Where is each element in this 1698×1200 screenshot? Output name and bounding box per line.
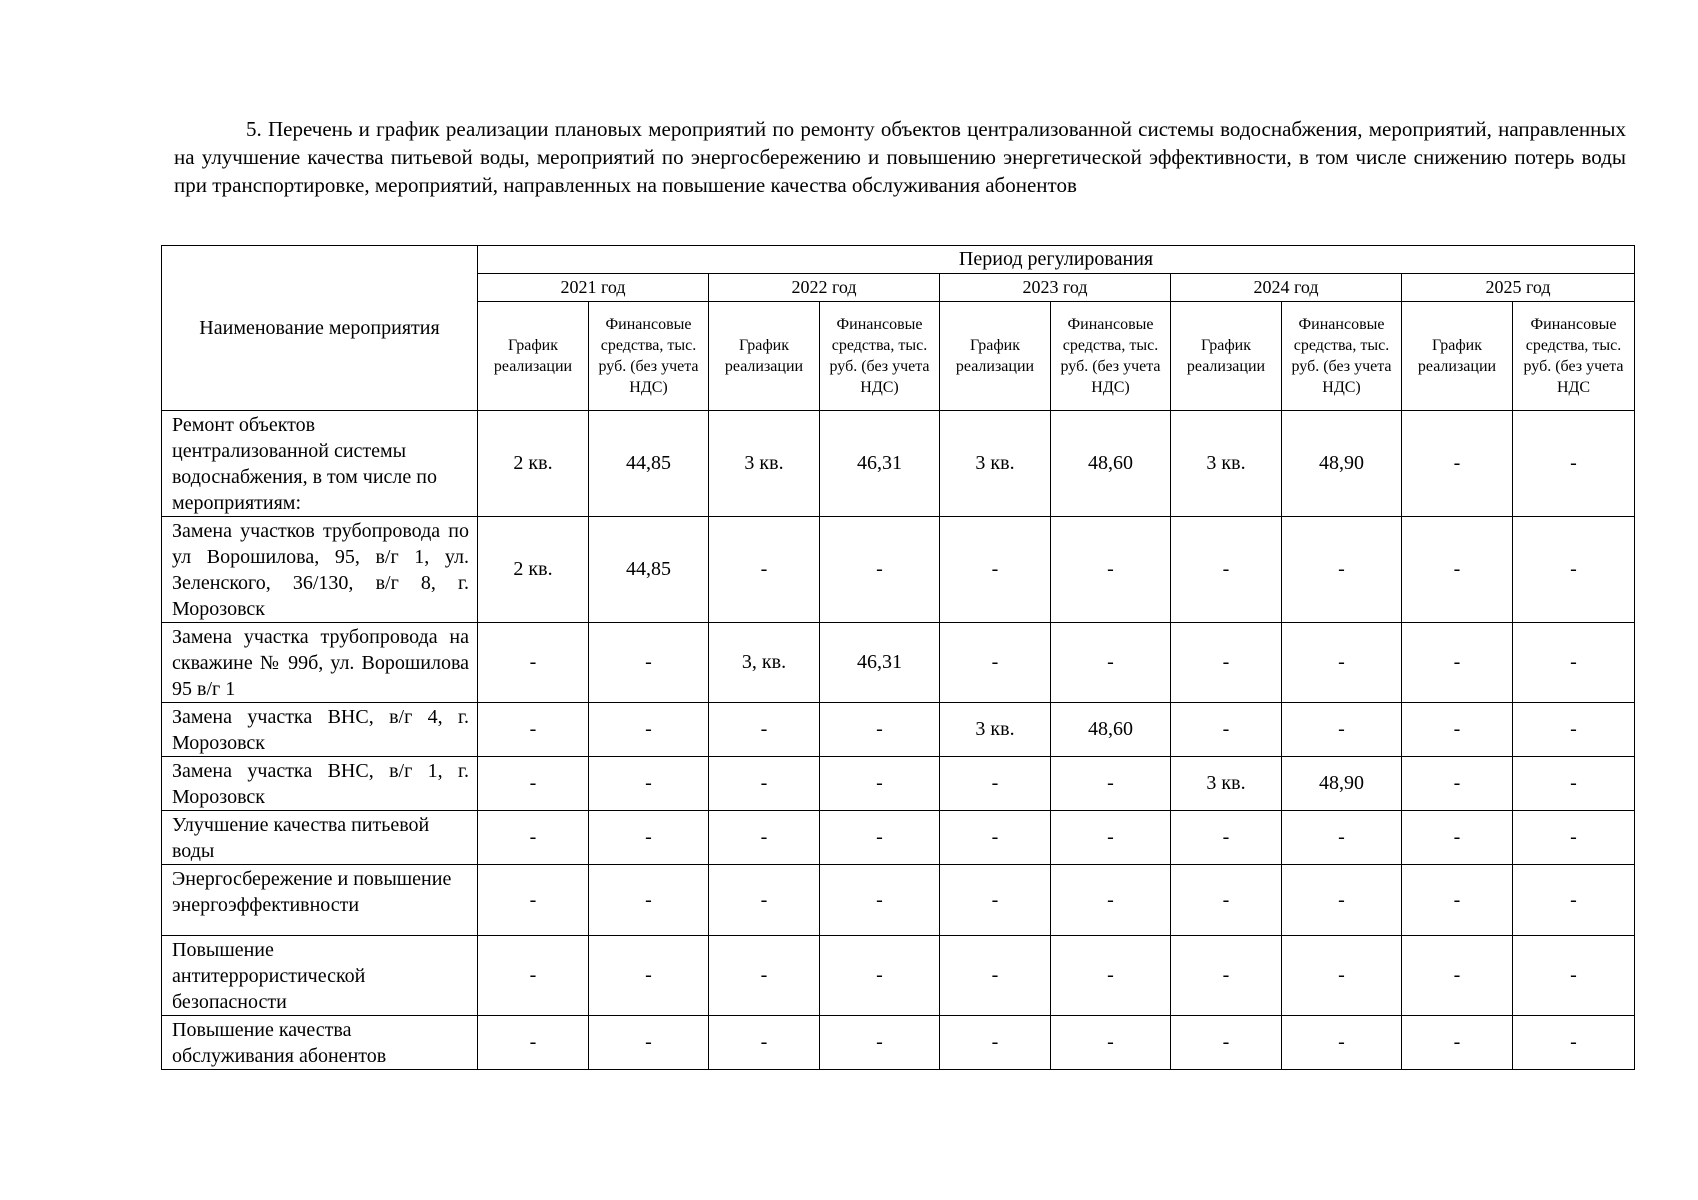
finance-value: - (820, 865, 940, 936)
year-header: 2023 год (940, 274, 1171, 302)
schedule-value: - (478, 703, 589, 757)
schedule-value: - (1402, 703, 1513, 757)
finance-value: - (820, 936, 940, 1016)
schedule-value: - (1171, 517, 1282, 623)
activities-table (161, 245, 1635, 1070)
finance-value: - (589, 757, 709, 811)
finance-subheader: Финансовые средства, тыс. руб. (без учета НДС) (589, 302, 709, 411)
activity-name: Замена участков трубопровода по ул Ворошилова, 95, в/г 1, ул. Зеленского, 36/130, в/г 8, г. Морозовск (162, 517, 478, 623)
schedule-value: - (1171, 703, 1282, 757)
activity-name: Замена участка ВНС, в/г 1, г. Морозовск (162, 757, 478, 811)
schedule-subheader: График реализации (709, 302, 820, 411)
finance-value: - (1513, 411, 1635, 517)
schedule-value: 2 кв. (478, 411, 589, 517)
year-header: 2022 год (709, 274, 940, 302)
finance-value: 44,85 (589, 517, 709, 623)
finance-value: - (1513, 757, 1635, 811)
schedule-value: - (1402, 411, 1513, 517)
finance-value: - (1282, 865, 1402, 936)
schedule-value: - (1402, 517, 1513, 623)
table-row (162, 703, 1635, 757)
finance-value: - (820, 757, 940, 811)
schedule-value: - (709, 757, 820, 811)
finance-value: - (1282, 517, 1402, 623)
schedule-value: - (1171, 936, 1282, 1016)
finance-value: 48,90 (1282, 757, 1402, 811)
finance-subheader: Финансовые средства, тыс. руб. (без учета НДС) (820, 302, 940, 411)
schedule-value: - (709, 1016, 820, 1070)
finance-value: - (589, 623, 709, 703)
table-row (162, 623, 1635, 703)
activity-name: Замена участка ВНС, в/г 4, г. Морозовск (162, 703, 478, 757)
schedule-value: - (1402, 1016, 1513, 1070)
finance-value: - (1051, 623, 1171, 703)
schedule-value: - (1402, 936, 1513, 1016)
finance-value: - (1051, 865, 1171, 936)
finance-value: - (1282, 703, 1402, 757)
schedule-value: - (1171, 811, 1282, 865)
activity-name: Ремонт объектов централизованной системы водоснабжения, в том числе по мероприятиям: (162, 411, 478, 517)
schedule-value: - (940, 811, 1051, 865)
schedule-value: 3 кв. (940, 411, 1051, 517)
year-header: 2021 год (478, 274, 709, 302)
activity-name: Энергосбережение и повышение энергоэффективности (162, 865, 478, 936)
schedule-value: - (1402, 811, 1513, 865)
schedule-value: - (709, 811, 820, 865)
finance-value: - (1513, 517, 1635, 623)
schedule-value: - (940, 1016, 1051, 1070)
table-row (162, 517, 1635, 623)
finance-value: - (1282, 811, 1402, 865)
schedule-value: - (1171, 623, 1282, 703)
schedule-value: - (709, 936, 820, 1016)
finance-value: - (820, 517, 940, 623)
schedule-value: - (940, 936, 1051, 1016)
finance-subheader: Финансовые средства, тыс. руб. (без учета НДС) (1051, 302, 1171, 411)
finance-value: - (1513, 703, 1635, 757)
schedule-value: - (478, 936, 589, 1016)
schedule-value: - (1402, 623, 1513, 703)
activity-name: Повышение антитеррористической безопасности (162, 936, 478, 1016)
finance-value: - (1513, 1016, 1635, 1070)
period-header: Период регулирования (478, 246, 1635, 274)
schedule-value: 3 кв. (940, 703, 1051, 757)
finance-value: - (589, 865, 709, 936)
finance-value: - (1051, 1016, 1171, 1070)
schedule-value: - (940, 517, 1051, 623)
schedule-subheader: График реализации (1171, 302, 1282, 411)
finance-value: 46,31 (820, 411, 940, 517)
schedule-value: - (940, 623, 1051, 703)
year-header: 2024 год (1171, 274, 1402, 302)
finance-value: 48,60 (1051, 411, 1171, 517)
schedule-value: - (709, 865, 820, 936)
schedule-value: 3 кв. (1171, 757, 1282, 811)
finance-value: - (1051, 811, 1171, 865)
finance-value: - (820, 1016, 940, 1070)
activity-name: Улучшение качества питьевой воды (162, 811, 478, 865)
table-row (162, 411, 1635, 517)
finance-value: - (1282, 936, 1402, 1016)
schedule-subheader: График реализации (940, 302, 1051, 411)
finance-value: - (1282, 1016, 1402, 1070)
finance-value: - (1513, 623, 1635, 703)
schedule-value: - (1171, 1016, 1282, 1070)
finance-value: - (820, 811, 940, 865)
schedule-value: - (478, 811, 589, 865)
schedule-value: - (1402, 757, 1513, 811)
schedule-value: - (940, 865, 1051, 936)
schedule-value: - (478, 623, 589, 703)
table-body (162, 411, 1635, 1070)
finance-value: - (589, 703, 709, 757)
schedule-subheader: График реализации (478, 302, 589, 411)
finance-value: 46,31 (820, 623, 940, 703)
schedule-value: 3 кв. (1171, 411, 1282, 517)
finance-value: - (1282, 623, 1402, 703)
schedule-value: - (1171, 865, 1282, 936)
finance-value: - (1513, 936, 1635, 1016)
schedule-value: - (478, 757, 589, 811)
schedule-value: 2 кв. (478, 517, 589, 623)
finance-value: 48,90 (1282, 411, 1402, 517)
schedule-value: - (709, 517, 820, 623)
section-heading: 5. Перечень и график реализации плановых мероприятий по ремонту объектов централизованной системы водоснабжения, мероприятий, направленных на улучшение качества питьевой воды, мероприятий по энергосбережению и повышению энергетической эффективности, в том числе снижению потерь воды при транспортировке, мероприятий, направленных на повышение качества обслуживания абонентов (174, 117, 1626, 197)
finance-value: - (589, 811, 709, 865)
finance-subheader: Финансовые средства, тыс. руб. (без учета НДС) (1282, 302, 1402, 411)
activity-name: Повышение качества обслуживания абонентов (162, 1016, 478, 1070)
schedule-subheader: График реализации (1402, 302, 1513, 411)
name-header: Наименование мероприятия (162, 246, 478, 411)
table-row (162, 811, 1635, 865)
finance-value: - (1513, 811, 1635, 865)
schedule-value: 3 кв. (709, 411, 820, 517)
finance-value: 48,60 (1051, 703, 1171, 757)
schedule-value: - (709, 703, 820, 757)
finance-value: - (1051, 936, 1171, 1016)
finance-value: - (589, 936, 709, 1016)
schedule-value: - (478, 1016, 589, 1070)
finance-value: - (1051, 757, 1171, 811)
table-row (162, 757, 1635, 811)
table-row (162, 936, 1635, 1016)
finance-value: - (1051, 517, 1171, 623)
finance-value: 44,85 (589, 411, 709, 517)
schedule-value: 3, кв. (709, 623, 820, 703)
schedule-value: - (1402, 865, 1513, 936)
schedule-value: - (940, 757, 1051, 811)
finance-value: - (820, 703, 940, 757)
finance-subheader: Финансовые средства, тыс. руб. (без учета НДС (1513, 302, 1635, 411)
schedule-value: - (478, 865, 589, 936)
table-row (162, 865, 1635, 936)
activity-name: Замена участка трубопровода на скважине № 99б, ул. Ворошилова 95 в/г 1 (162, 623, 478, 703)
finance-value: - (1513, 865, 1635, 936)
finance-value: - (589, 1016, 709, 1070)
table-row (162, 1016, 1635, 1070)
year-header: 2025 год (1402, 274, 1635, 302)
